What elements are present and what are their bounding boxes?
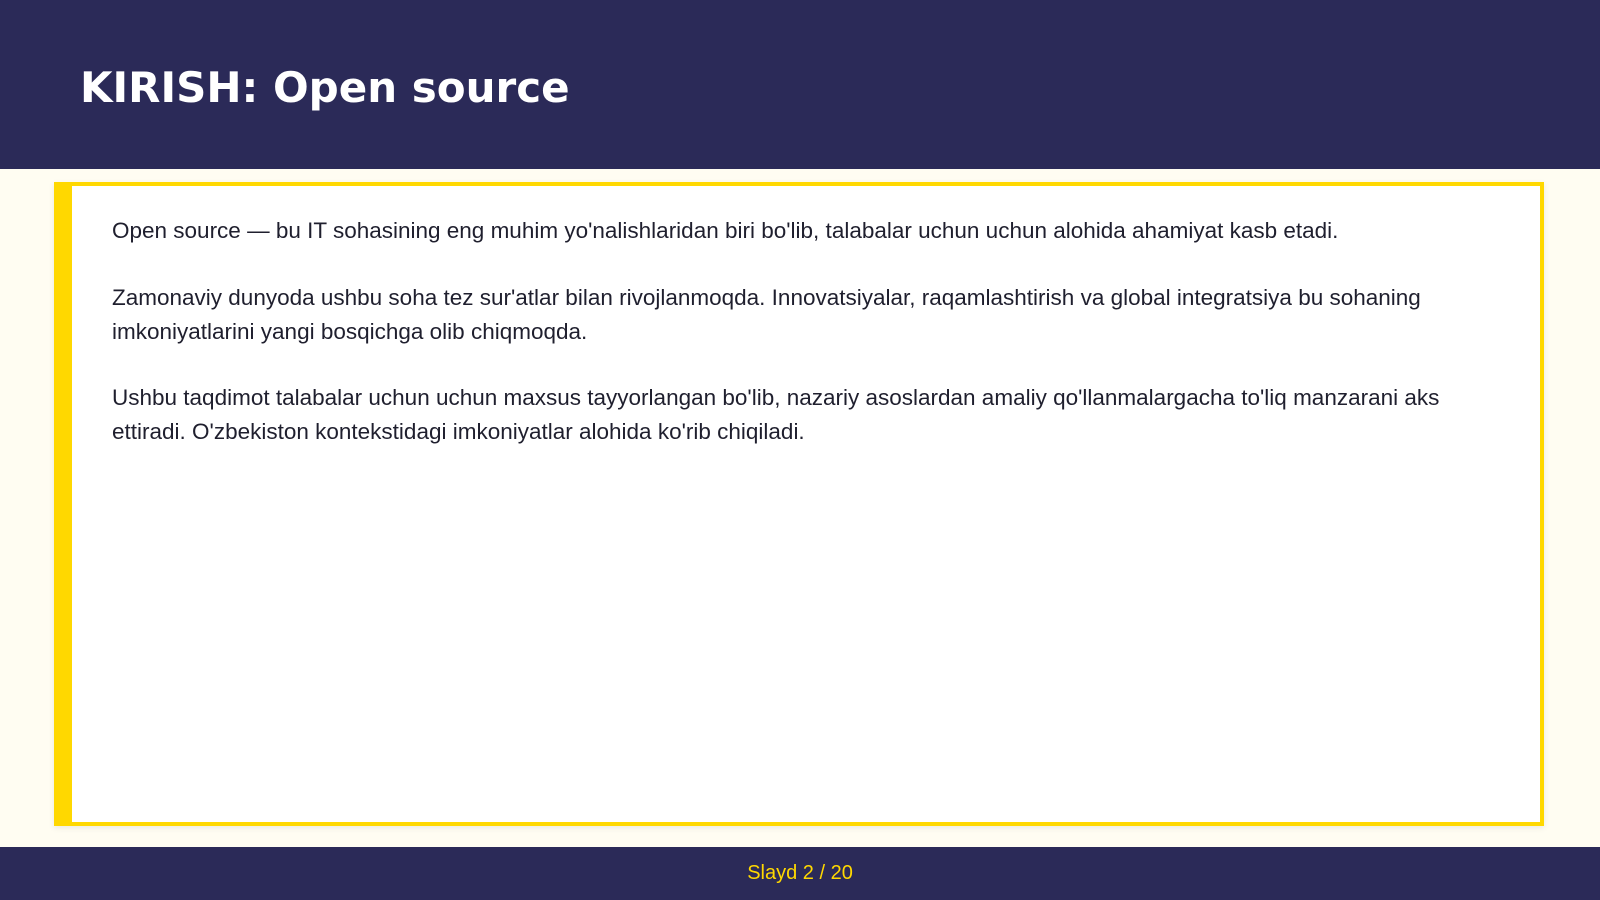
development-paragraph: Zamonaviy dunyoda ushbu soha tez sur'atlar bilan rivojlanmoqda. Innovatsiyalar, raqamlashtirish va global integratsiya bu sohaning imkoniyatlarini yangi bosqichga olib chiqmoqda. bbox=[112, 285, 1421, 344]
intro-paragraph: Open source — bu IT sohasining eng muhim yo'nalishlaridan biri bo'lib, talabalar uchun uchun alohida ahamiyat kasb etadi. bbox=[112, 218, 1339, 243]
presentation-paragraph: Ushbu taqdimot talabalar uchun uchun maxsus tayyorlangan bo'lib, nazariy asoslardan amaliy qo'llanmalargacha to'liq manzarani aks ettiradi. O'zbekiston kontekstidagi imkoniyatlar alohida ko'rib chiqiladi. bbox=[112, 385, 1440, 444]
slide-counter: Slayd 2 / 20 bbox=[747, 862, 853, 884]
content-card bbox=[54, 182, 1544, 826]
slide-header bbox=[0, 0, 1600, 169]
slide-title: KIRISH: Open source bbox=[80, 63, 570, 112]
slide-footer bbox=[0, 847, 1600, 900]
